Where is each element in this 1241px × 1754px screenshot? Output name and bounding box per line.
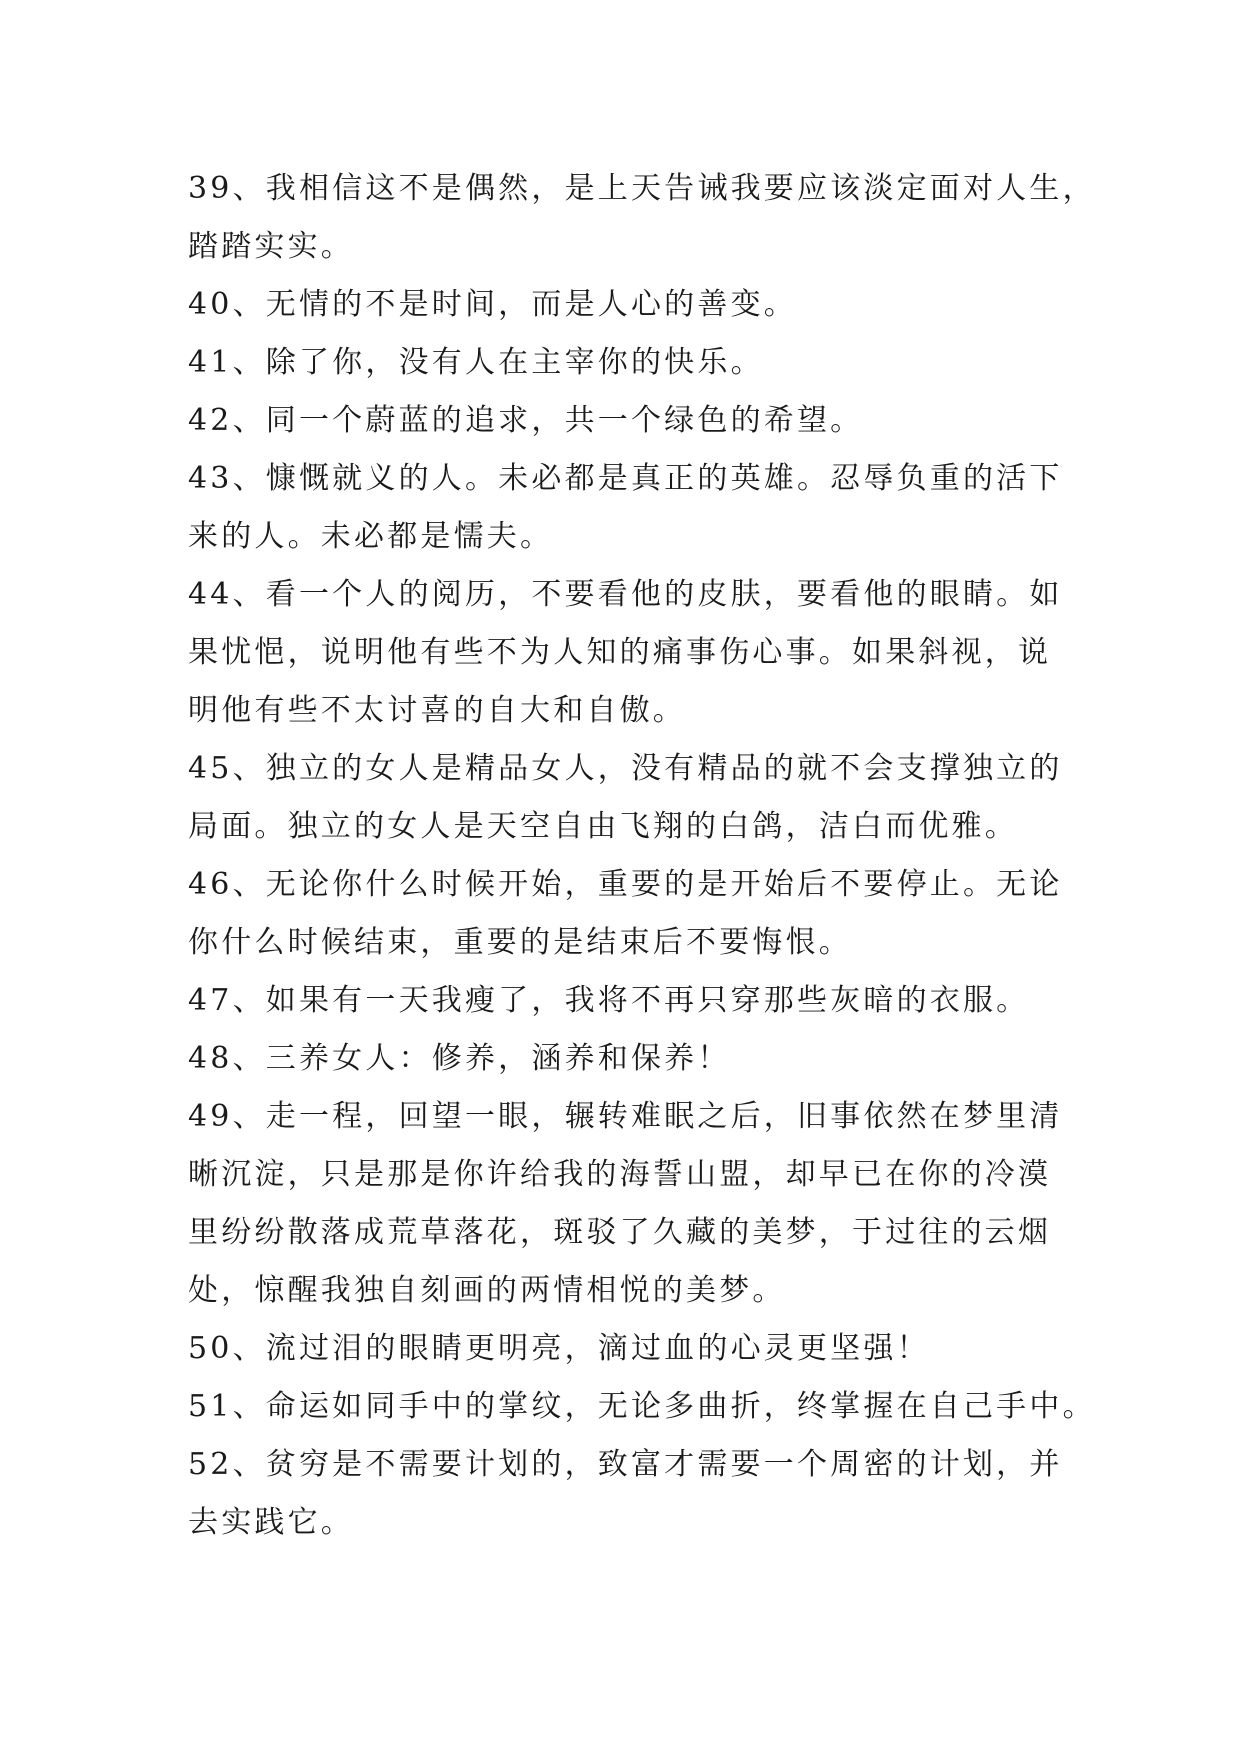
entry-52 bbox=[188, 1436, 1068, 1552]
entry-50 bbox=[188, 1320, 1068, 1378]
text-line: 42、同一个蔚蓝的追求，共一个绿色的希望。 bbox=[188, 403, 864, 438]
text-line: 49、走一程，回望一眼，辗转难眠之后，旧事依然在梦里清 bbox=[188, 1099, 1063, 1134]
entry-43 bbox=[188, 450, 1068, 566]
text-line: 晰沉淀，只是那是你许给我的海誓山盟，却早已在你的冷漠 bbox=[188, 1157, 1052, 1192]
text-line: 50、流过泪的眼睛更明亮，滴过血的心灵更坚强！ bbox=[188, 1331, 930, 1366]
entry-45 bbox=[188, 740, 1068, 856]
text-line: 你什么时候结束，重要的是结束后不要悔恨。 bbox=[188, 925, 852, 960]
entry-42 bbox=[188, 392, 1068, 450]
text-line: 局面。独立的女人是天空自由飞翔的白鸽，洁白而优雅。 bbox=[188, 809, 1018, 844]
text-line: 去实践它。 bbox=[188, 1505, 354, 1540]
text-line: 43、慷慨就义的人。未必都是真正的英雄。忍辱负重的活下 bbox=[188, 461, 1063, 496]
text-line: 里纷纷散落成荒草落花，斑驳了久藏的美梦，于过往的云烟 bbox=[188, 1215, 1052, 1250]
document-page bbox=[188, 160, 1096, 1552]
text-line: 40、无情的不是时间，而是人心的善变。 bbox=[188, 287, 797, 322]
text-line: 果忧悒，说明他有些不为人知的痛事伤心事。如果斜视，说 bbox=[188, 635, 1052, 670]
text-line: 44、看一个人的阅历，不要看他的皮肤，要看他的眼睛。如 bbox=[188, 577, 1063, 612]
text-line: 52、贫穷是不需要计划的，致富才需要一个周密的计划，并 bbox=[188, 1447, 1063, 1482]
text-line: 46、无论你什么时候开始，重要的是开始后不要停止。无论 bbox=[188, 867, 1063, 902]
text-line: 51、命运如同手中的掌纹，无论多曲折，终掌握在自己手中。 bbox=[188, 1389, 1096, 1424]
entry-46 bbox=[188, 856, 1068, 972]
entry-49 bbox=[188, 1088, 1068, 1320]
entry-41 bbox=[188, 334, 1068, 392]
entry-39 bbox=[188, 160, 1096, 276]
entry-44 bbox=[188, 566, 1068, 740]
text-line: 45、独立的女人是精品女人，没有精品的就不会支撑独立的 bbox=[188, 751, 1063, 786]
text-line: 处，惊醒我独自刻画的两情相悦的美梦。 bbox=[188, 1273, 786, 1308]
text-line: 来的人。未必都是懦夫。 bbox=[188, 519, 554, 554]
entry-40 bbox=[188, 276, 1068, 334]
entry-47 bbox=[188, 972, 1068, 1030]
text-line: 41、除了你，没有人在主宰你的快乐。 bbox=[188, 345, 764, 380]
text-line: 明他有些不太讨喜的自大和自傲。 bbox=[188, 693, 686, 728]
text-line: 47、如果有一天我瘦了，我将不再只穿那些灰暗的衣服。 bbox=[188, 983, 1030, 1018]
text-line: 踏踏实实。 bbox=[188, 229, 354, 264]
entry-51 bbox=[188, 1378, 1096, 1436]
entry-48 bbox=[188, 1030, 1068, 1088]
text-line: 39、我相信这不是偶然，是上天告诫我要应该淡定面对人生， bbox=[188, 171, 1096, 206]
text-line: 48、三养女人：修养，涵养和保养！ bbox=[188, 1041, 731, 1076]
